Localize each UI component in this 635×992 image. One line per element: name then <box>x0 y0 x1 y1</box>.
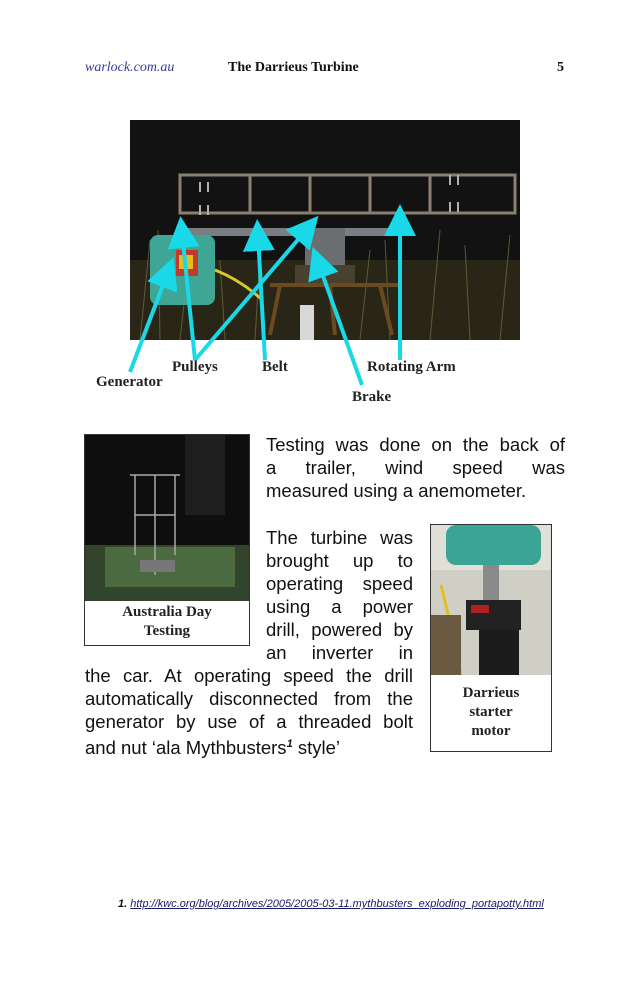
starter-motor-caption-line2: starter <box>469 704 513 720</box>
header-site: warlock.com.au <box>85 60 175 75</box>
page-number: 5 <box>557 60 564 75</box>
australia-day-caption-line1: Australia Day <box>122 604 212 620</box>
australia-day-caption-line2: Testing <box>143 623 191 639</box>
para1-line1: Testing was done on the back of <box>266 434 565 455</box>
footnote <box>118 898 544 910</box>
header-title: The Darrieus Turbine <box>228 60 359 75</box>
belt-label: Belt <box>262 359 288 375</box>
para2-line6: an inverter in <box>266 642 413 663</box>
para2-line10-end: style’ <box>292 737 340 759</box>
starter-motor-photo <box>431 525 551 675</box>
para1-line2: a trailer, wind speed was <box>266 457 565 478</box>
generator-label: Generator <box>96 374 163 390</box>
para1-line3: measured using a anemometer. <box>266 480 527 501</box>
turbine-test-rig-photo <box>130 120 520 340</box>
turbine-rig-illustration <box>130 120 520 340</box>
figure-australia-day <box>84 434 250 646</box>
para2-line5: drill, powered by <box>266 619 413 640</box>
figure-starter-motor <box>430 524 552 752</box>
footnote-link[interactable]: http://kwc.org/blog/archives/2005/2005-03-11.mythbusters_exploding_portapotty.html <box>130 898 544 910</box>
brake-label: Brake <box>352 389 392 405</box>
para2-line7: the car. At operating speed the drill <box>85 665 413 686</box>
rotating-arm-label: Rotating Arm <box>367 359 456 375</box>
para2-line10-text: and nut ‘ala Mythbusters <box>85 737 287 759</box>
pulleys-label: Pulleys <box>172 359 218 375</box>
para2-line9: generator by use of a threaded bolt <box>85 711 413 732</box>
footnote-reference[interactable]: 1 <box>286 738 293 750</box>
para2-line10 <box>85 733 413 759</box>
para2-line3: operating speed <box>266 573 413 594</box>
starter-motor-caption-line1: Darrieus <box>462 685 520 701</box>
paragraph-starter-narrow <box>266 526 413 664</box>
para2-line4: using a power <box>266 596 413 617</box>
australia-day-testing-photo <box>85 435 249 601</box>
footnote-number: 1. <box>118 898 128 910</box>
paragraph-testing <box>266 433 565 502</box>
para2-line1: The turbine was <box>266 527 413 548</box>
para2-line8: automatically disconnected from the <box>85 688 413 709</box>
para2-line2: brought up to <box>266 550 413 571</box>
paragraph-starter-wide <box>85 664 413 759</box>
starter-motor-caption-line3: motor <box>471 723 511 739</box>
